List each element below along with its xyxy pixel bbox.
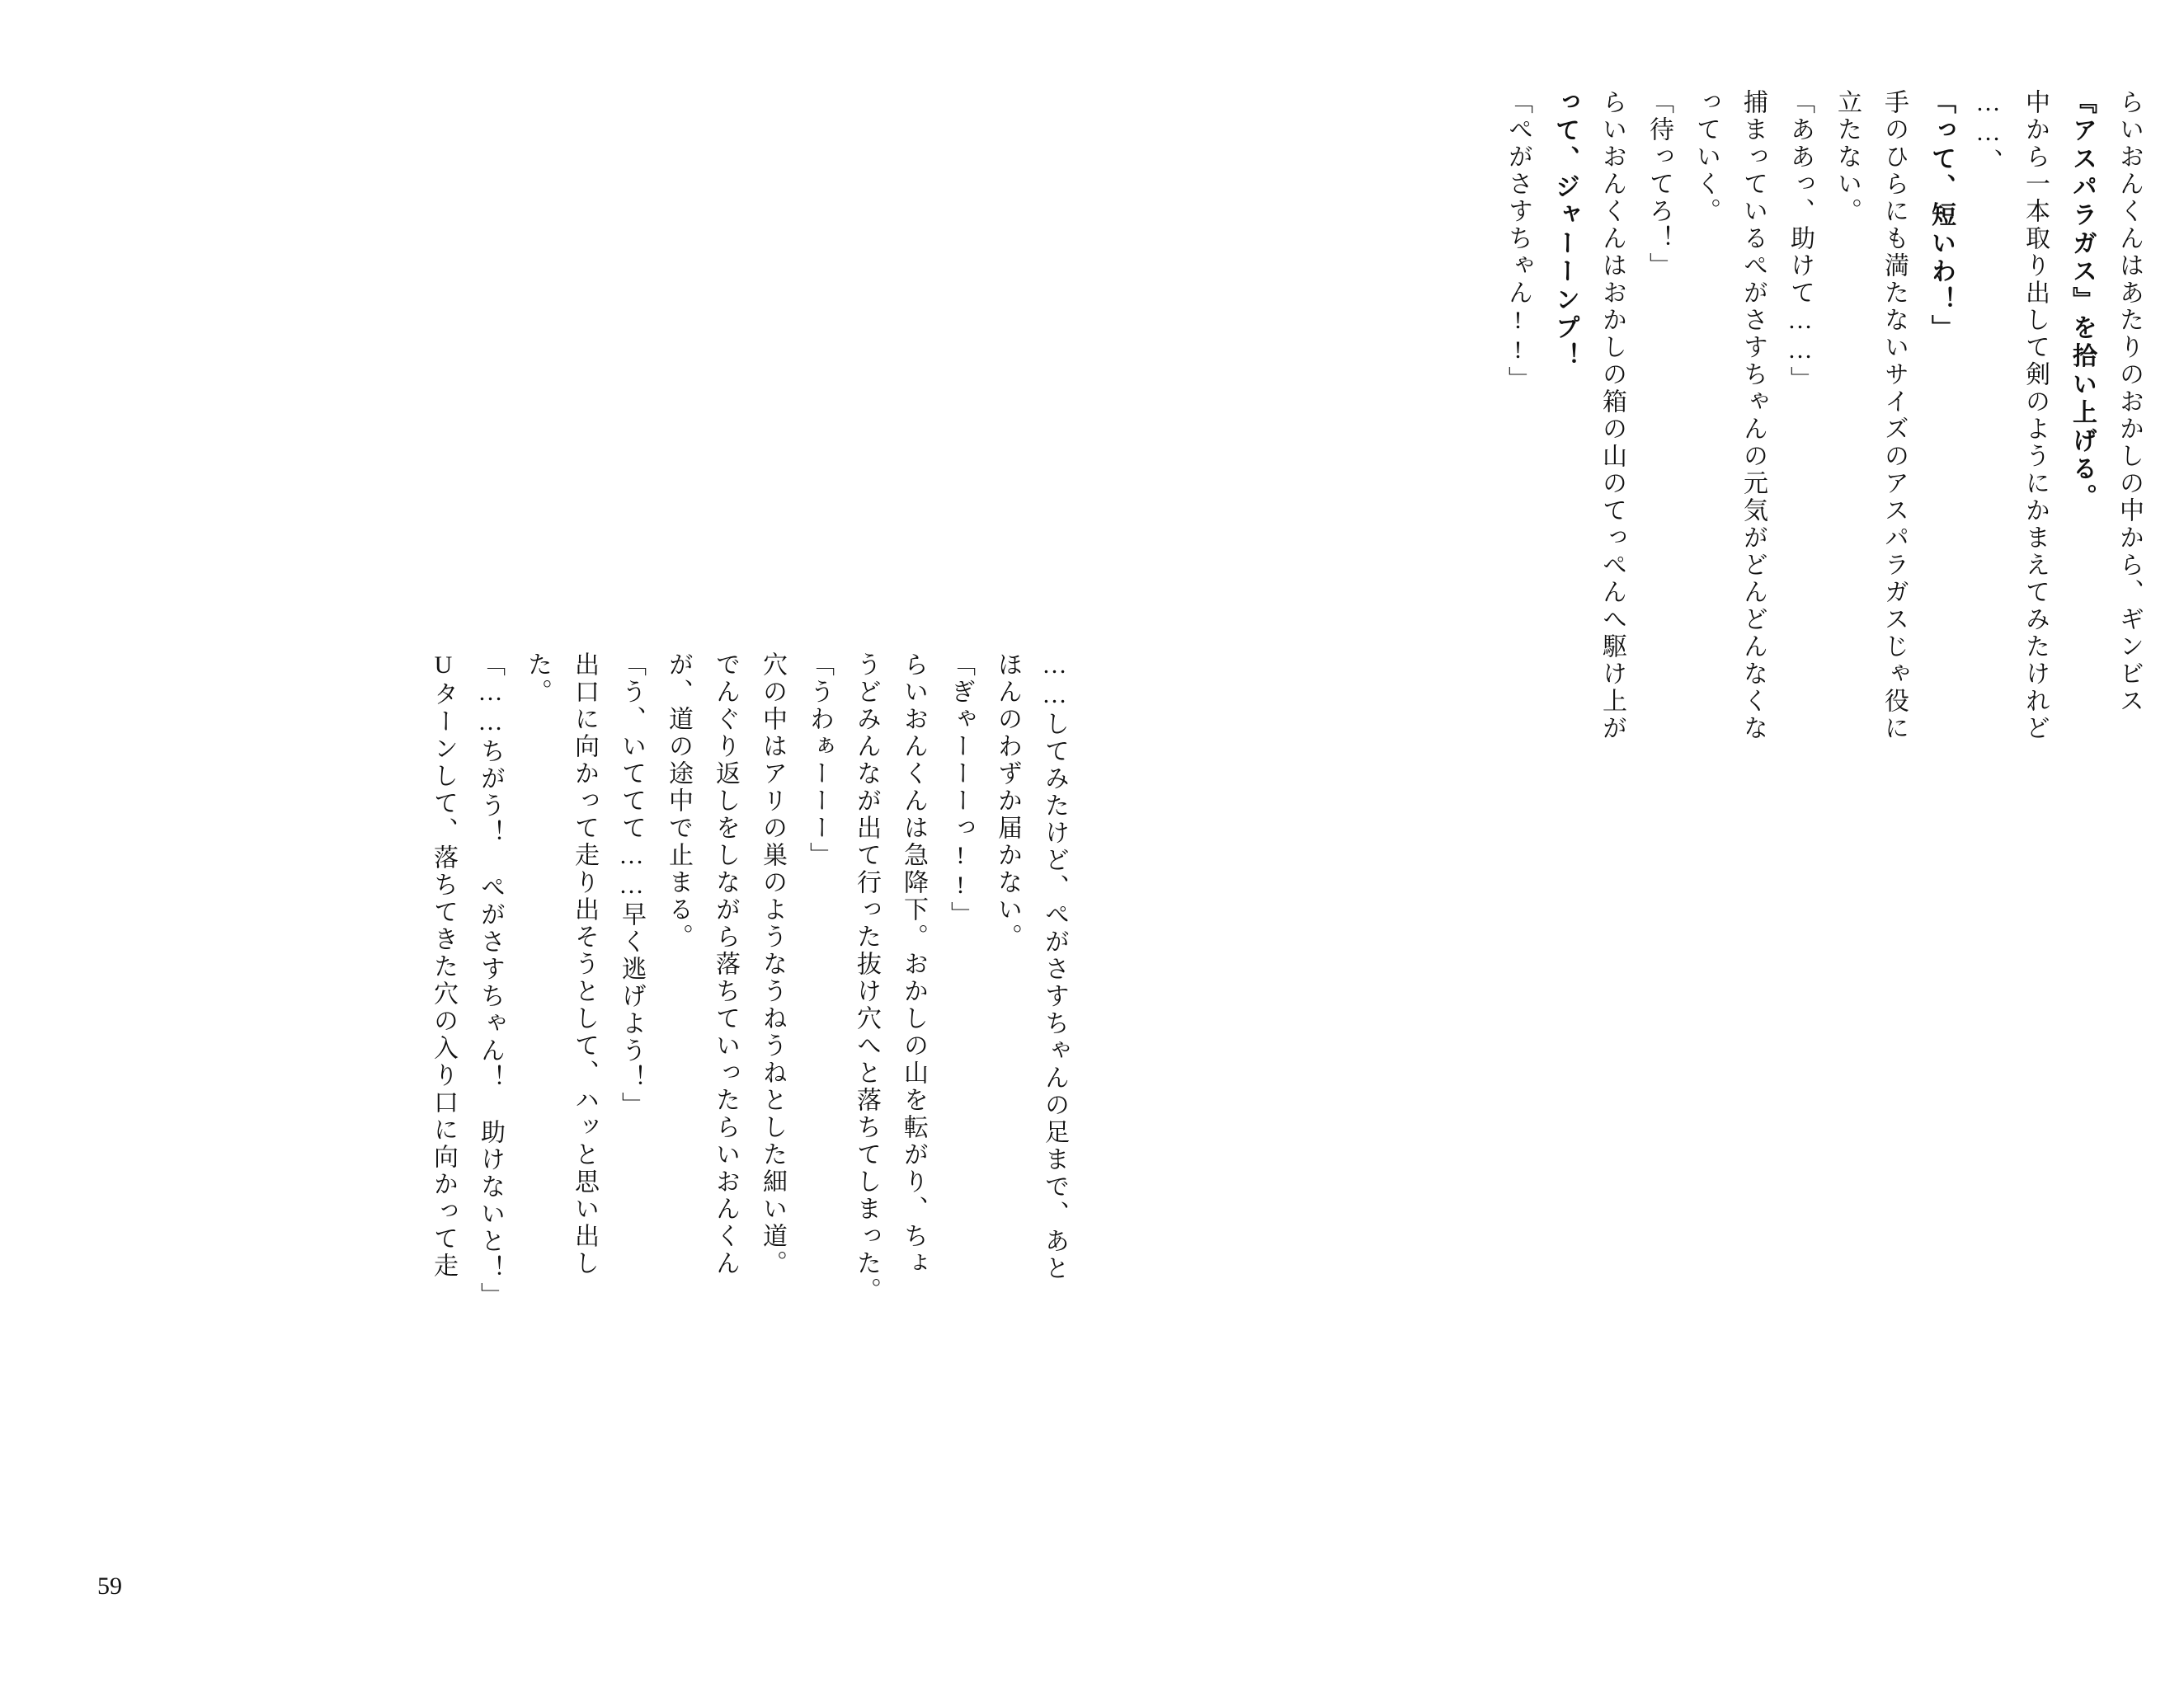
- page-number: 59: [97, 1573, 122, 1600]
- text-column: 「う、いててて……早く逃げよう！」: [618, 651, 645, 1119]
- text-column: 「ぎゃーーーっ!!」: [947, 651, 974, 928]
- text-column: 「ぺがさすちゃん!!」: [1504, 89, 1532, 393]
- text-column: うどみんなが出て行った抜け穴へと落ちてしまった。: [853, 651, 880, 1305]
- body-text-left: [408, 651, 1066, 1550]
- text-column: 出口に向かって走り出そうとして、ハッと思い出し: [571, 651, 598, 1277]
- text-column: 「待ってろ！」: [1645, 89, 1673, 280]
- text-column: っていく。: [1692, 89, 1720, 225]
- text-column: 「うわぁーーー」: [806, 651, 833, 869]
- text-column: でんぐり返しをしながら落ちていったらいおんくん: [712, 651, 739, 1277]
- page-right: [1099, 0, 2184, 1683]
- text-column: ……してみたけど、ぺがさすちゃんの足まで、あと: [1041, 651, 1068, 1282]
- text-column: って、ジャーーンプ！: [1551, 89, 1579, 371]
- text-column: ほんのわずか届かない。: [994, 651, 1021, 951]
- text-column: 手のひらにも満たないサイズのアスパラガスじゃ役に: [1880, 89, 1908, 742]
- text-column: 「ああっ、助けて……」: [1786, 89, 1814, 393]
- text-column: 立たない。: [1833, 89, 1861, 225]
- text-column: Uターンして、落ちてきた穴の入り口に向かって走: [430, 651, 457, 1280]
- text-column: らいおんくんは急降下。おかしの山を転がり、ちょ: [900, 651, 927, 1277]
- text-column: 中から一本取り出して剣のようにかまえてみたけれど: [2022, 89, 2049, 742]
- text-column: らいおんくんはおかしの箱の山のてっぺんへ駆け上が: [1598, 89, 1626, 742]
- text-column: 『アスパラガス』を拾い上げる。: [2069, 89, 2096, 512]
- body-text-right: [1483, 89, 2141, 1013]
- text-column: が、道の途中で止まる。: [665, 651, 692, 951]
- text-column: らいおんくんはあたりのおかしの中から、ギンビス: [2116, 89, 2143, 715]
- text-column: 「……ちがう！ ぺがさすちゃん！ 助けないと！」: [477, 651, 504, 1309]
- text-column: 捕まっているぺがさすちゃんの元気がどんどんなくな: [1739, 89, 1767, 742]
- text-column: た。: [524, 651, 551, 706]
- text-column: 「って、短いわ！」: [1927, 89, 1955, 343]
- text-column: ……、: [1975, 89, 2002, 176]
- text-column: 穴の中はアリの巣のようなうねうねとした細い道。: [759, 651, 786, 1277]
